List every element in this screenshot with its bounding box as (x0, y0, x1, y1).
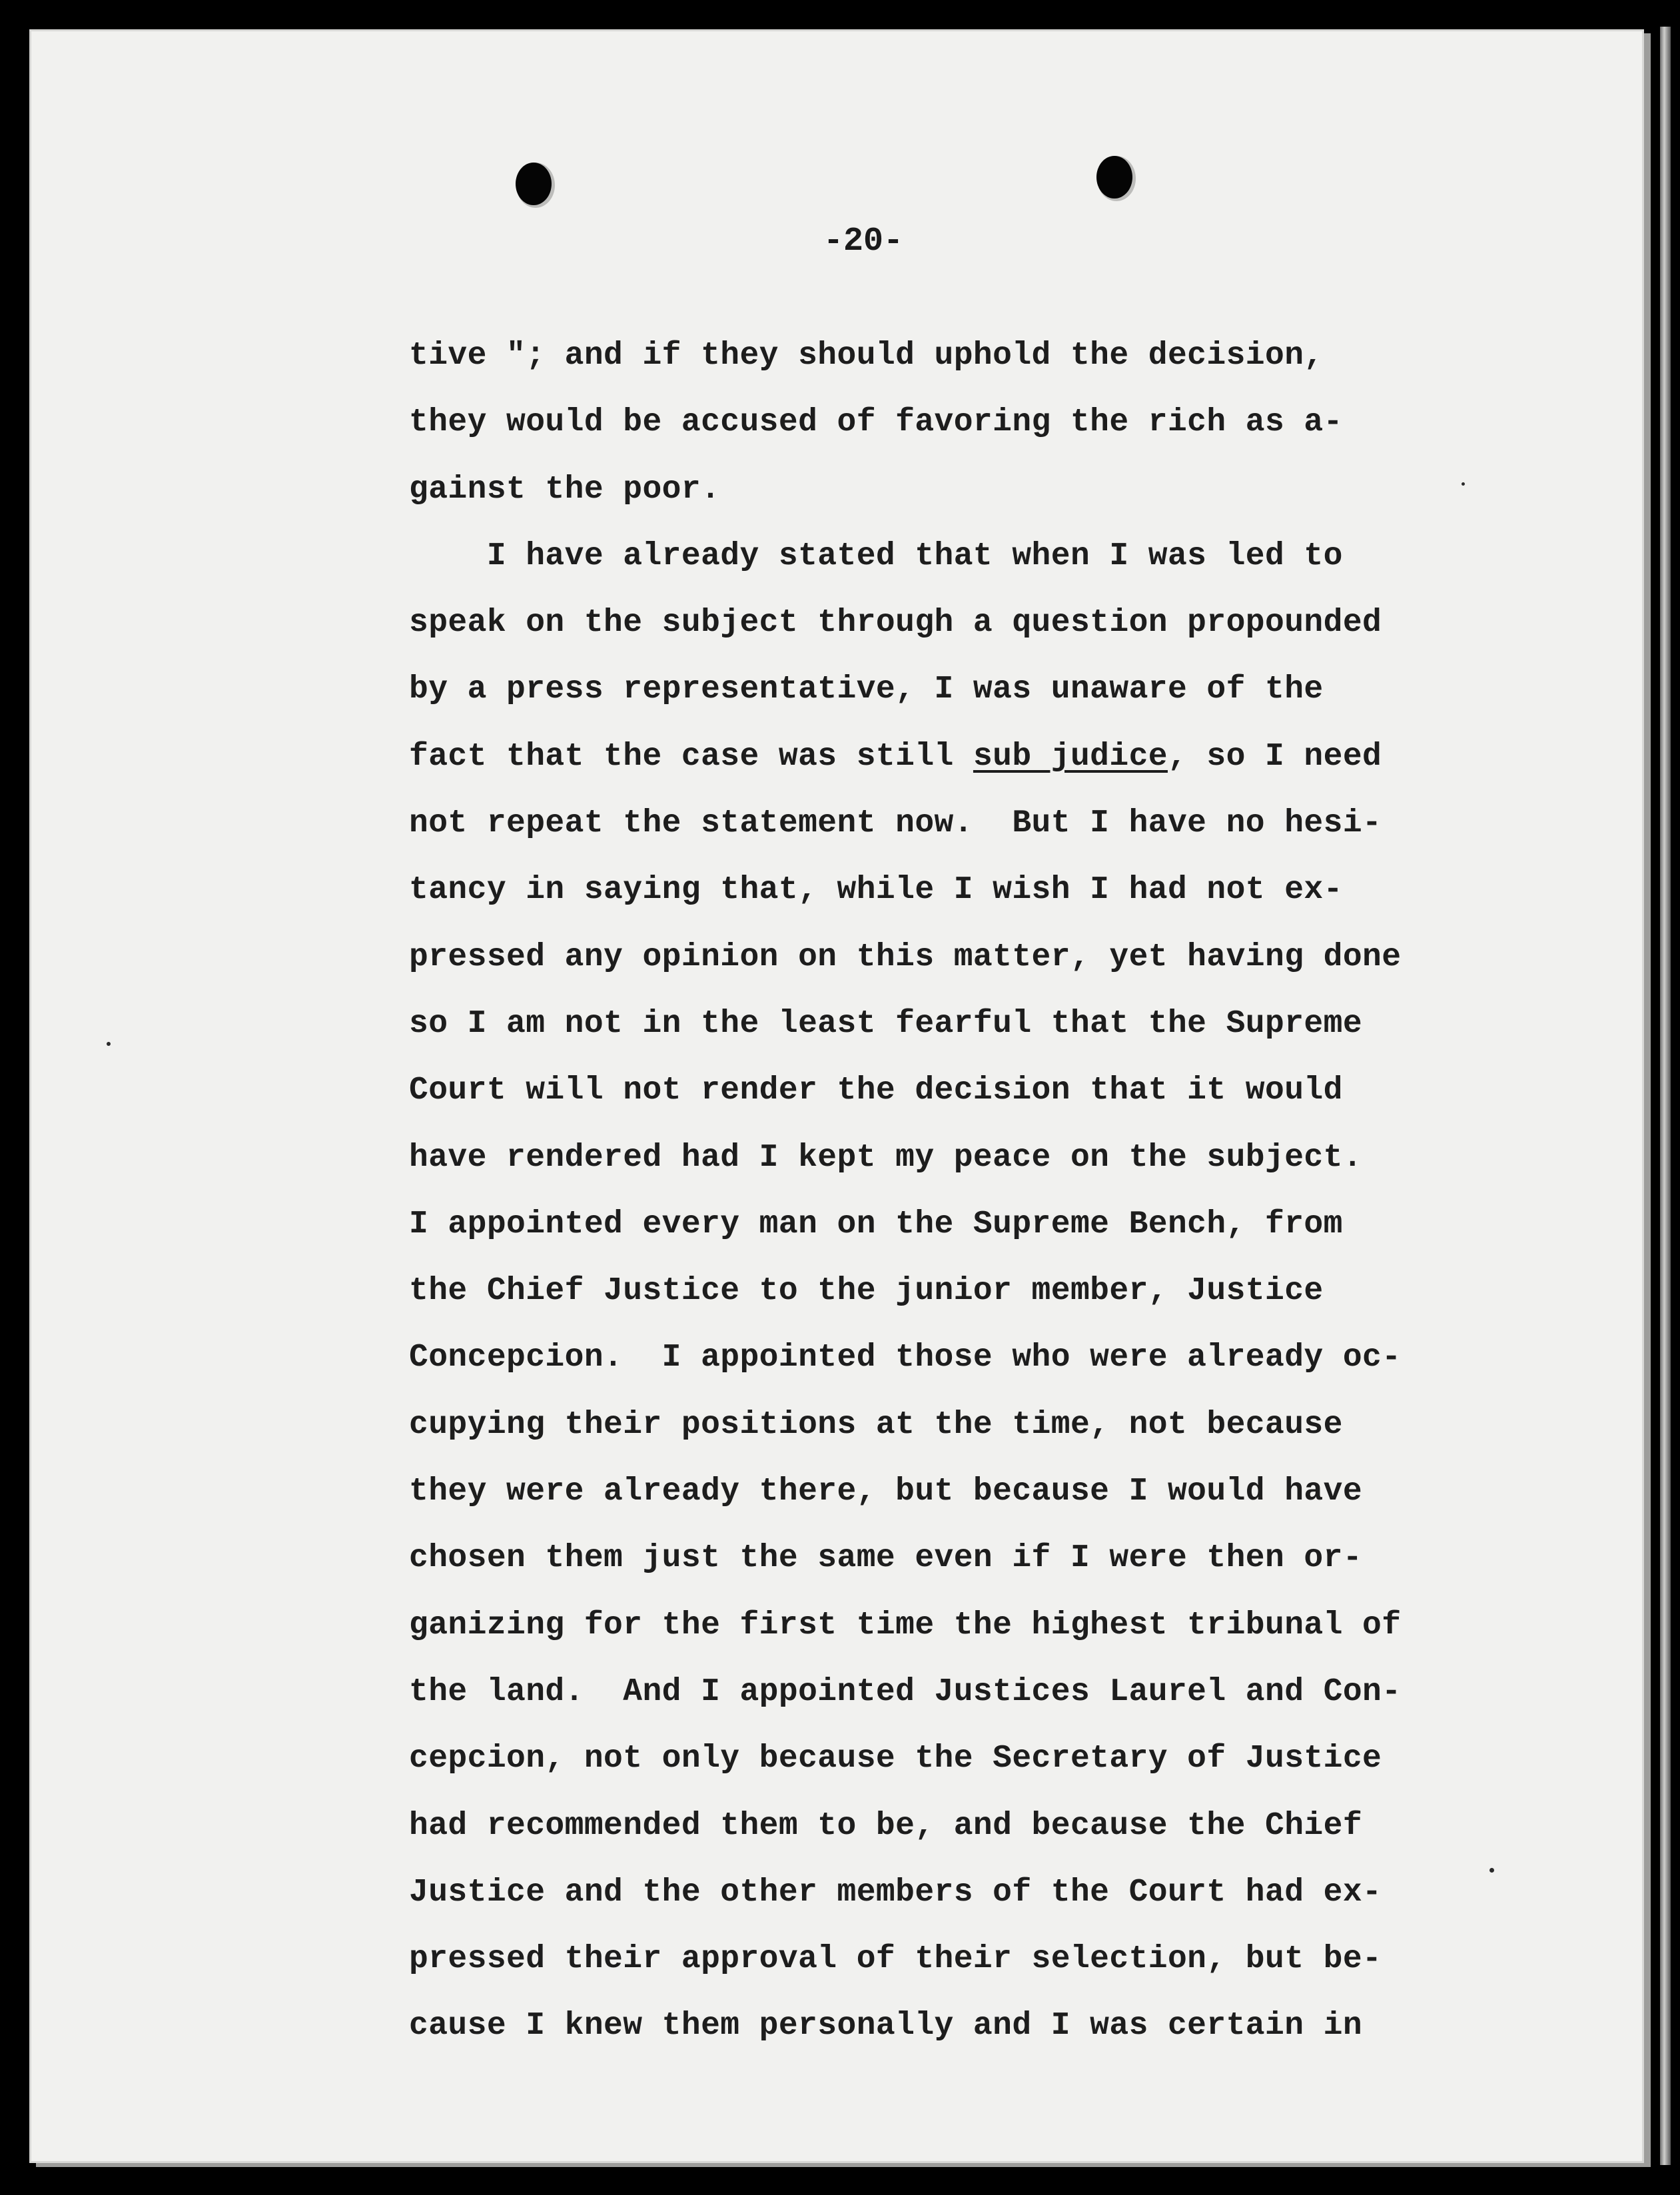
text-line: tive "; and if they should uphold the decision, (409, 338, 1324, 374)
punch-hole-left (516, 163, 552, 205)
text-line: the Chief Justice to the junior member, Justice (409, 1273, 1324, 1310)
paper-speck (107, 1042, 111, 1046)
text-line: cepcion, not only because the Secretary of Justice (409, 1741, 1382, 1777)
paper-speck (1462, 482, 1465, 486)
text-line (409, 723, 1501, 790)
text-line: gainst the poor. (409, 471, 721, 508)
text-line: chosen them just the same even if I were then or- (409, 1540, 1363, 1577)
text-line: they would be accused of favoring the rich as a- (409, 404, 1343, 441)
underlined-phrase: sub judice (973, 738, 1168, 775)
text-line: cupying their positions at the time, not because (409, 1406, 1343, 1443)
text-line: have rendered had I kept my peace on the subject. (409, 1139, 1363, 1176)
page-stack-edge (1660, 27, 1671, 2165)
text-line: speak on the subject through a question propounded (409, 605, 1382, 642)
text-line: I appointed every man on the Supreme Bench, from (409, 1206, 1343, 1242)
text-segment: fact that the case was still (409, 738, 973, 775)
document-page (29, 29, 1644, 2163)
text-line: pressed any opinion on this matter, yet having done (409, 939, 1402, 975)
text-line: so I am not in the least fearful that the Supreme (409, 1005, 1363, 1042)
text-line: tancy in saying that, while I wish I had not ex- (409, 872, 1343, 909)
paper-speck (1489, 1868, 1494, 1873)
text-line: not repeat the statement now. But I have no hesi- (409, 805, 1382, 842)
punch-hole-right (1096, 156, 1132, 199)
text-line: Concepcion. I appointed those who were already oc- (409, 1340, 1402, 1376)
text-line: the land. And I appointed Justices Laurel and Con- (409, 1673, 1402, 1710)
text-line: they were already there, but because I would have (409, 1474, 1363, 1510)
text-segment: , so I need (1167, 738, 1382, 775)
text-line: cause I knew them personally and I was certain in (409, 2008, 1363, 2044)
text-line: I have already stated that when I was led to (409, 538, 1343, 574)
body-text (409, 322, 1501, 2060)
text-line: Justice and the other members of the Court had ex- (409, 1874, 1382, 1911)
page-number: -20- (823, 222, 904, 260)
text-line: Court will not render the decision that it would (409, 1073, 1343, 1109)
text-line: ganizing for the first time the highest tribunal of (409, 1607, 1402, 1643)
text-line: had recommended them to be, and because the Chief (409, 1807, 1363, 1844)
text-line: by a press representative, I was unaware of the (409, 671, 1324, 708)
text-line: pressed their approval of their selection, but be- (409, 1941, 1382, 1978)
